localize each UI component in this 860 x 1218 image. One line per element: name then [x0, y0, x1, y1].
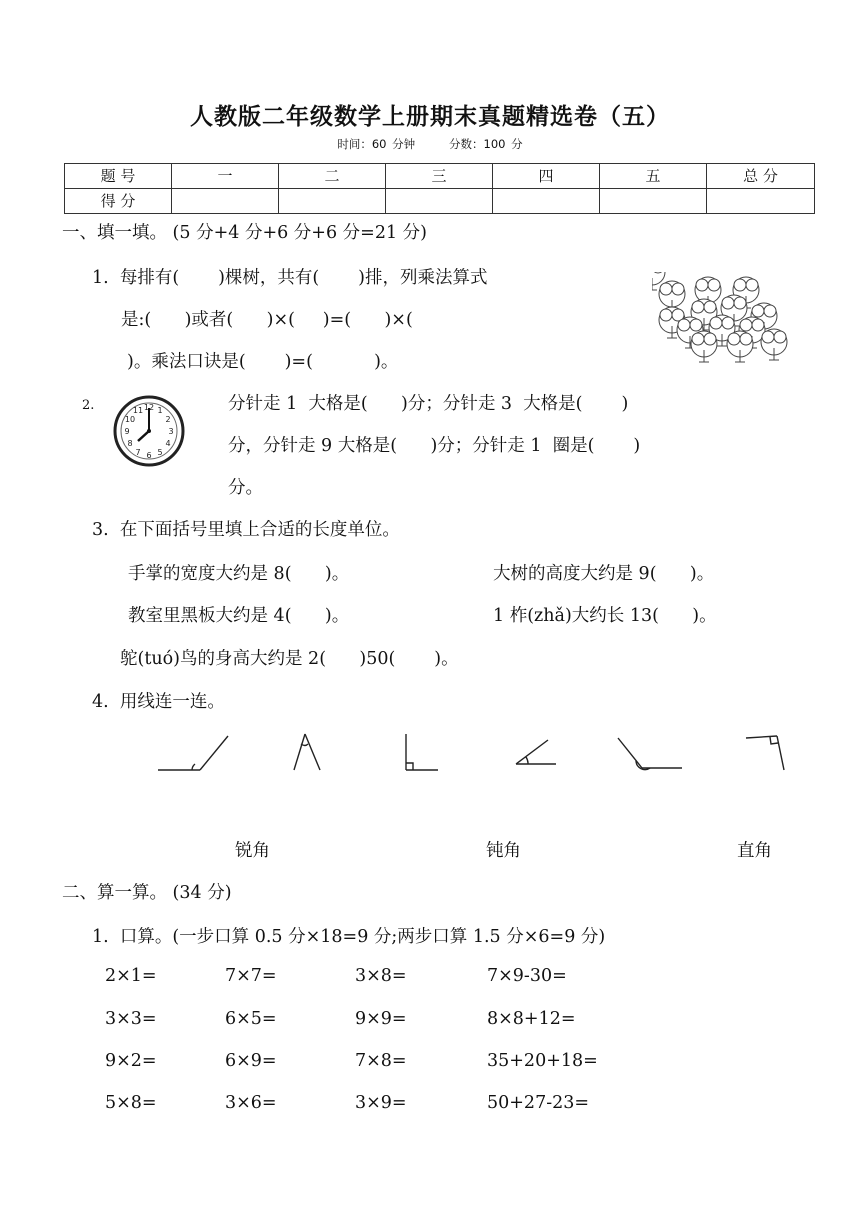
calc-item[interactable]: 7×7= — [225, 966, 277, 986]
calc-item[interactable]: 7×9-30= — [487, 966, 567, 986]
q3-row1-right: 大树的高度大约是 9( )。 — [493, 564, 715, 584]
svg-text:7: 7 — [135, 448, 141, 457]
section2-heading: 二、算一算。 (34 分) — [62, 883, 232, 903]
column-header: 总 分 — [707, 164, 815, 189]
calc-item[interactable]: 9×9= — [355, 1009, 407, 1029]
calc-item[interactable]: 6×5= — [225, 1009, 277, 1029]
q3-row1-left: 手掌的宽度大约是 8( )。 — [128, 564, 350, 584]
calc-item[interactable]: 7×8= — [355, 1051, 407, 1071]
column-header: 二 — [279, 164, 386, 189]
score-table-score-row — [65, 189, 815, 214]
score-table — [64, 163, 815, 214]
acute-angle-icon[interactable] — [516, 740, 556, 764]
acute-angle-icon[interactable] — [294, 734, 320, 770]
obtuse-angle-icon[interactable] — [618, 738, 682, 770]
svg-text:1: 1 — [157, 406, 163, 415]
q2-line1: 分针走 1 大格是( )分；分针走 3 大格是( ) — [228, 394, 629, 414]
angle-label-obtuse[interactable]: 钝角 — [486, 841, 521, 861]
section1-heading: 一、填一填。 (5 分+4 分+6 分+6 分=21 分) — [62, 223, 427, 243]
column-header: 三 — [386, 164, 493, 189]
right-angle-icon[interactable] — [746, 736, 784, 770]
column-header: 四 — [493, 164, 600, 189]
angle-label-acute[interactable]: 锐角 — [235, 841, 270, 861]
q4-heading: 4. 用线连一连。 — [92, 692, 225, 712]
svg-text:3: 3 — [168, 427, 174, 436]
q1-line1: 1. 每排有( )棵树，共有( )排，列乘法算式 — [92, 268, 488, 288]
score-cell[interactable] — [707, 189, 815, 214]
tree-cluster-icon — [652, 272, 802, 372]
clock-icon — [113, 395, 185, 467]
svg-text:9: 9 — [124, 427, 130, 436]
svg-text:10: 10 — [124, 415, 136, 424]
angle-figures — [150, 730, 800, 780]
score-table-header-row — [65, 164, 815, 189]
row-header-question: 题 号 — [65, 164, 172, 189]
score-cell[interactable] — [386, 189, 493, 214]
svg-text:2: 2 — [165, 415, 171, 424]
q2-number: 2. — [82, 398, 95, 413]
svg-text:11: 11 — [132, 406, 144, 415]
svg-text:6: 6 — [146, 451, 152, 460]
q1-line3: )。乘法口诀是( )=( )。 — [127, 352, 399, 372]
q3-row2-left: 教室里黑板大约是 4( )。 — [128, 606, 350, 626]
page-title: 人教版二年级数学上册期末真题精选卷（五） — [190, 104, 670, 130]
q2-line2: 分，分针走 9 大格是( )分；分针走 1 圈是( ) — [228, 436, 641, 456]
calc-item[interactable]: 3×9= — [355, 1093, 407, 1113]
q3-row3: 鸵(tuó)鸟的身高大约是 2( )50( )。 — [120, 649, 459, 669]
obtuse-angle-icon[interactable] — [158, 736, 228, 770]
svg-text:4: 4 — [165, 439, 171, 448]
calc-item[interactable]: 3×8= — [355, 966, 407, 986]
calc-item[interactable]: 3×6= — [225, 1093, 277, 1113]
svg-text:5: 5 — [157, 448, 163, 457]
score-cell[interactable] — [279, 189, 386, 214]
angle-label-right[interactable]: 直角 — [737, 841, 772, 861]
q1-line2: 是:( )或者( )×( )=( )×( — [121, 310, 413, 330]
calc-heading: 1. 口算。(一步口算 0.5 分×18=9 分;两步口算 1.5 分×6=9 分) — [92, 927, 606, 947]
calc-item[interactable]: 6×9= — [225, 1051, 277, 1071]
svg-text:8: 8 — [127, 439, 133, 448]
column-header: 一 — [172, 164, 279, 189]
q2-line3: 分。 — [228, 478, 263, 498]
calc-item[interactable]: 8×8+12= — [487, 1009, 576, 1029]
exam-info: 时间：60 分钟 分数：100 分 — [337, 137, 523, 151]
calc-item[interactable]: 2×1= — [105, 966, 157, 986]
calc-item[interactable]: 3×3= — [105, 1009, 157, 1029]
score-cell[interactable] — [172, 189, 279, 214]
calc-item[interactable]: 35+20+18= — [487, 1051, 598, 1071]
right-angle-icon[interactable] — [406, 734, 438, 770]
column-header: 五 — [600, 164, 707, 189]
calc-item[interactable]: 50+27-23= — [487, 1093, 590, 1113]
q3-heading: 3. 在下面括号里填上合适的长度单位。 — [92, 520, 400, 540]
calc-item[interactable]: 5×8= — [105, 1093, 157, 1113]
svg-text:12: 12 — [143, 403, 155, 412]
score-cell[interactable] — [493, 189, 600, 214]
calc-item[interactable]: 9×2= — [105, 1051, 157, 1071]
score-cell[interactable] — [600, 189, 707, 214]
q3-row2-right: 1 柞(zhǎ)大约长 13( )。 — [493, 606, 717, 626]
row-header-score: 得 分 — [65, 189, 172, 214]
